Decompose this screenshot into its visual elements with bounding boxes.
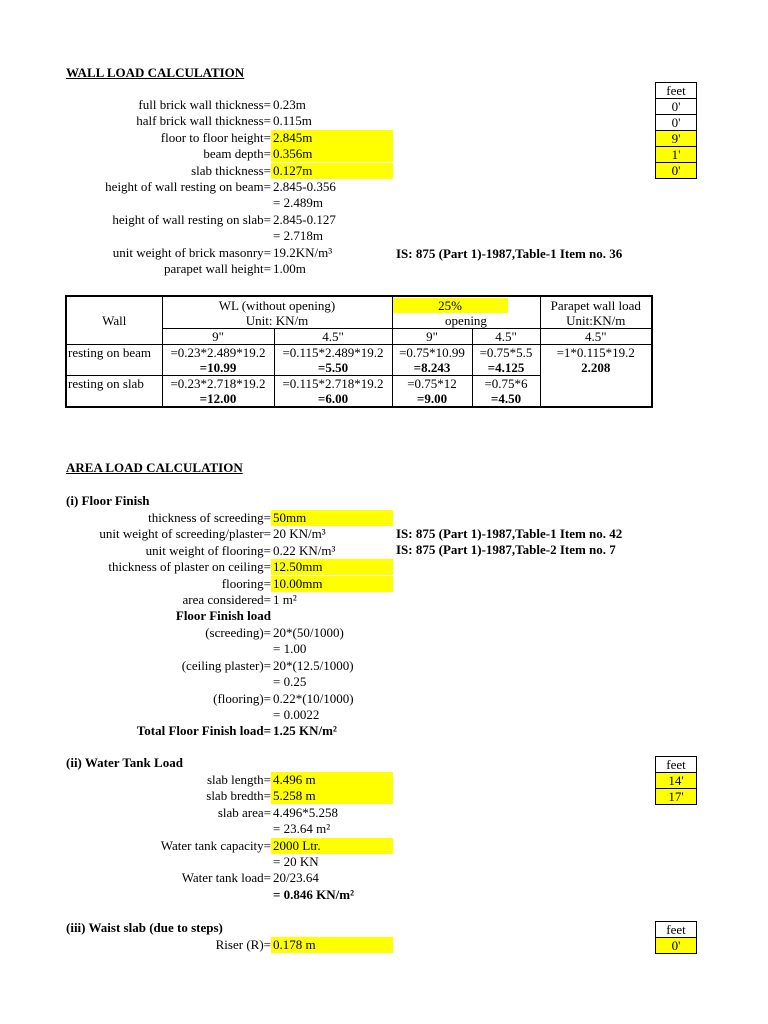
riser-label: Riser (R)= [215, 937, 271, 952]
param-label: area considered= [182, 592, 271, 607]
value-cell: 2.208 [540, 360, 652, 376]
wl-unit-cell: Unit: KN/m [162, 313, 392, 329]
param-value: = 1.00 [273, 641, 307, 657]
wall-load-table [65, 295, 653, 408]
param-label: (screeding)= [205, 625, 271, 640]
formula-cell[interactable]: =1*0.115*19.2 [540, 345, 652, 361]
value-cell: =5.50 [274, 360, 392, 376]
param-value: 0.22 KN/m³ [273, 542, 336, 558]
value-cell: =4.50 [472, 391, 540, 407]
sub-header-cell: 4.5" [274, 329, 392, 345]
wall-header-cell: Wall [66, 296, 162, 345]
floor-finish-reference-1: IS: 875 (Part 1)-1987,Table-1 Item no. 42 [396, 526, 623, 541]
formula-cell[interactable]: =0.75*6 [472, 376, 540, 392]
param-label: slab length= [206, 772, 271, 787]
water-tank-feet-column [655, 756, 697, 805]
value-cell: =9.00 [392, 391, 472, 407]
formula-cell[interactable]: =0.23*2.718*19.2 [162, 376, 274, 392]
param-value[interactable]: 50mm [271, 510, 393, 526]
formula-cell[interactable]: =0.23*2.489*19.2 [162, 345, 274, 361]
feet-cell[interactable]: 14' [656, 772, 696, 788]
riser-value[interactable]: 0.178 m [271, 937, 393, 953]
param-value: 20 KN/m³ [273, 526, 326, 542]
param-label: slab thickness= [191, 162, 271, 178]
param-label: thickness of screeding= [148, 510, 271, 525]
param-label: slab bredth= [206, 788, 271, 804]
value-cell: =12.00 [162, 391, 274, 407]
waist-slab-title: (iii) Waist slab (due to steps) [66, 920, 223, 935]
floor-finish-load-title: Floor Finish load [175, 608, 271, 623]
water-tank-result: = 0.846 KN/m² [273, 887, 354, 902]
param-label: half brick wall thickness= [136, 113, 271, 129]
floor-finish-title: (i) Floor Finish [66, 493, 150, 508]
sub-header-cell: 9" [392, 329, 472, 345]
param-value: 19.2KN/m³ [273, 244, 333, 260]
param-label: unit weight of screeding/plaster= [99, 526, 271, 542]
param-value: 0.115m [273, 113, 312, 129]
waist-slab-feet-column [655, 921, 697, 954]
feet-cell[interactable]: 0' [656, 937, 696, 953]
row-label-slab: resting on slab [66, 376, 162, 408]
formula-cell[interactable]: =0.75*10.99 [392, 345, 472, 361]
feet-cell[interactable]: 0' [656, 162, 696, 178]
water-tank-title: (ii) Water Tank Load [66, 755, 183, 770]
param-label: slab area= [217, 804, 271, 820]
param-value: 1 m² [273, 592, 297, 607]
param-value: 2.845-0.127 [273, 211, 336, 227]
feet-cell[interactable]: 1' [656, 146, 696, 162]
param-value[interactable]: 0.127m [271, 163, 393, 179]
wall-load-title: WALL LOAD CALCULATION [66, 65, 245, 80]
param-label: height of wall resting on slab= [112, 211, 271, 227]
param-label: floor to floor height= [160, 129, 271, 145]
empty-cell [540, 376, 652, 408]
param-value: = 2.718m [273, 228, 323, 244]
param-value: 2.845-0.356 [273, 179, 336, 194]
param-label: unit weight of flooring= [145, 542, 271, 558]
opening-pct-cell [392, 296, 540, 313]
total-floor-finish-value: 1.25 KN/m² [273, 723, 337, 738]
wall-feet-column [655, 82, 697, 179]
param-value: = 20 KN [273, 854, 319, 869]
feet-header: feet [666, 757, 686, 772]
area-load-title: AREA LOAD CALCULATION [66, 460, 243, 475]
row-label-beam: resting on beam [66, 345, 162, 376]
param-label: full brick wall thickness= [138, 97, 271, 112]
parapet-header-cell: Parapet wall load [540, 296, 652, 313]
param-label: unit weight of brick masonry= [112, 244, 271, 260]
param-value[interactable]: 5.258 m [271, 788, 393, 804]
param-label: height of wall resting on beam= [105, 179, 271, 194]
param-value[interactable]: 0.356m [271, 146, 393, 162]
param-label: Water tank capacity= [160, 837, 271, 853]
param-value: 20*(12.5/1000) [273, 657, 354, 673]
param-label: (flooring)= [213, 690, 271, 706]
param-value[interactable]: 4.496 m [271, 772, 393, 788]
param-label: thickness of plaster on ceiling= [108, 559, 271, 575]
value-cell: =10.99 [162, 360, 274, 376]
feet-cell[interactable]: 0' [656, 114, 696, 130]
wl-header-cell: WL (without opening) [162, 296, 392, 313]
wall-reference: IS: 875 (Part 1)-1987,Table-1 Item no. 36 [396, 246, 623, 261]
sub-header-cell: 4.5" [540, 329, 652, 345]
formula-cell[interactable]: =0.75*12 [392, 376, 472, 392]
formula-cell[interactable]: =0.115*2.718*19.2 [274, 376, 392, 392]
param-label: beam depth= [203, 146, 271, 162]
opening-pct[interactable]: 25% [393, 298, 508, 313]
value-cell: =8.243 [392, 360, 472, 376]
feet-header: feet [666, 922, 686, 937]
param-value: 0.22*(10/1000) [273, 690, 354, 706]
param-value: 20/23.64 [273, 870, 319, 886]
param-value[interactable]: 2.845m [271, 130, 393, 146]
feet-cell[interactable]: 0' [656, 98, 696, 114]
opening-label-cell: opening [392, 313, 540, 329]
feet-cell[interactable]: 9' [656, 130, 696, 146]
param-value[interactable]: 10.00mm [271, 576, 393, 592]
param-value: = 0.25 [273, 674, 307, 690]
formula-cell[interactable]: =0.115*2.489*19.2 [274, 345, 392, 361]
param-value: 1.00m [273, 261, 306, 276]
feet-cell[interactable]: 17' [656, 788, 696, 804]
param-label: flooring= [221, 575, 271, 591]
param-value: = 23.64 m² [273, 821, 331, 837]
param-value: = 0.0022 [273, 707, 320, 722]
value-cell: =4.125 [472, 360, 540, 376]
feet-header: feet [666, 83, 686, 98]
param-value[interactable]: 12.50mm [271, 559, 393, 575]
param-value: = 2.489m [273, 195, 323, 211]
param-value[interactable]: 2000 Ltr. [271, 838, 393, 854]
param-value: 0.23m [273, 97, 306, 112]
formula-cell[interactable]: =0.75*5.5 [472, 345, 540, 361]
param-value: 20*(50/1000) [273, 625, 344, 640]
floor-finish-reference-2: IS: 875 (Part 1)-1987,Table-2 Item no. 7 [396, 542, 616, 557]
param-label: Water tank load= [181, 870, 271, 886]
param-value: 4.496*5.258 [273, 804, 338, 820]
value-cell: =6.00 [274, 391, 392, 407]
total-floor-finish-label: Total Floor Finish load= [136, 723, 271, 738]
param-label: parapet wall height= [164, 261, 271, 276]
param-label: (ceiling plaster)= [181, 657, 271, 673]
parapet-unit-cell: Unit:KN/m [540, 313, 652, 329]
sub-header-cell: 9" [162, 329, 274, 345]
sub-header-cell: 4.5" [472, 329, 540, 345]
